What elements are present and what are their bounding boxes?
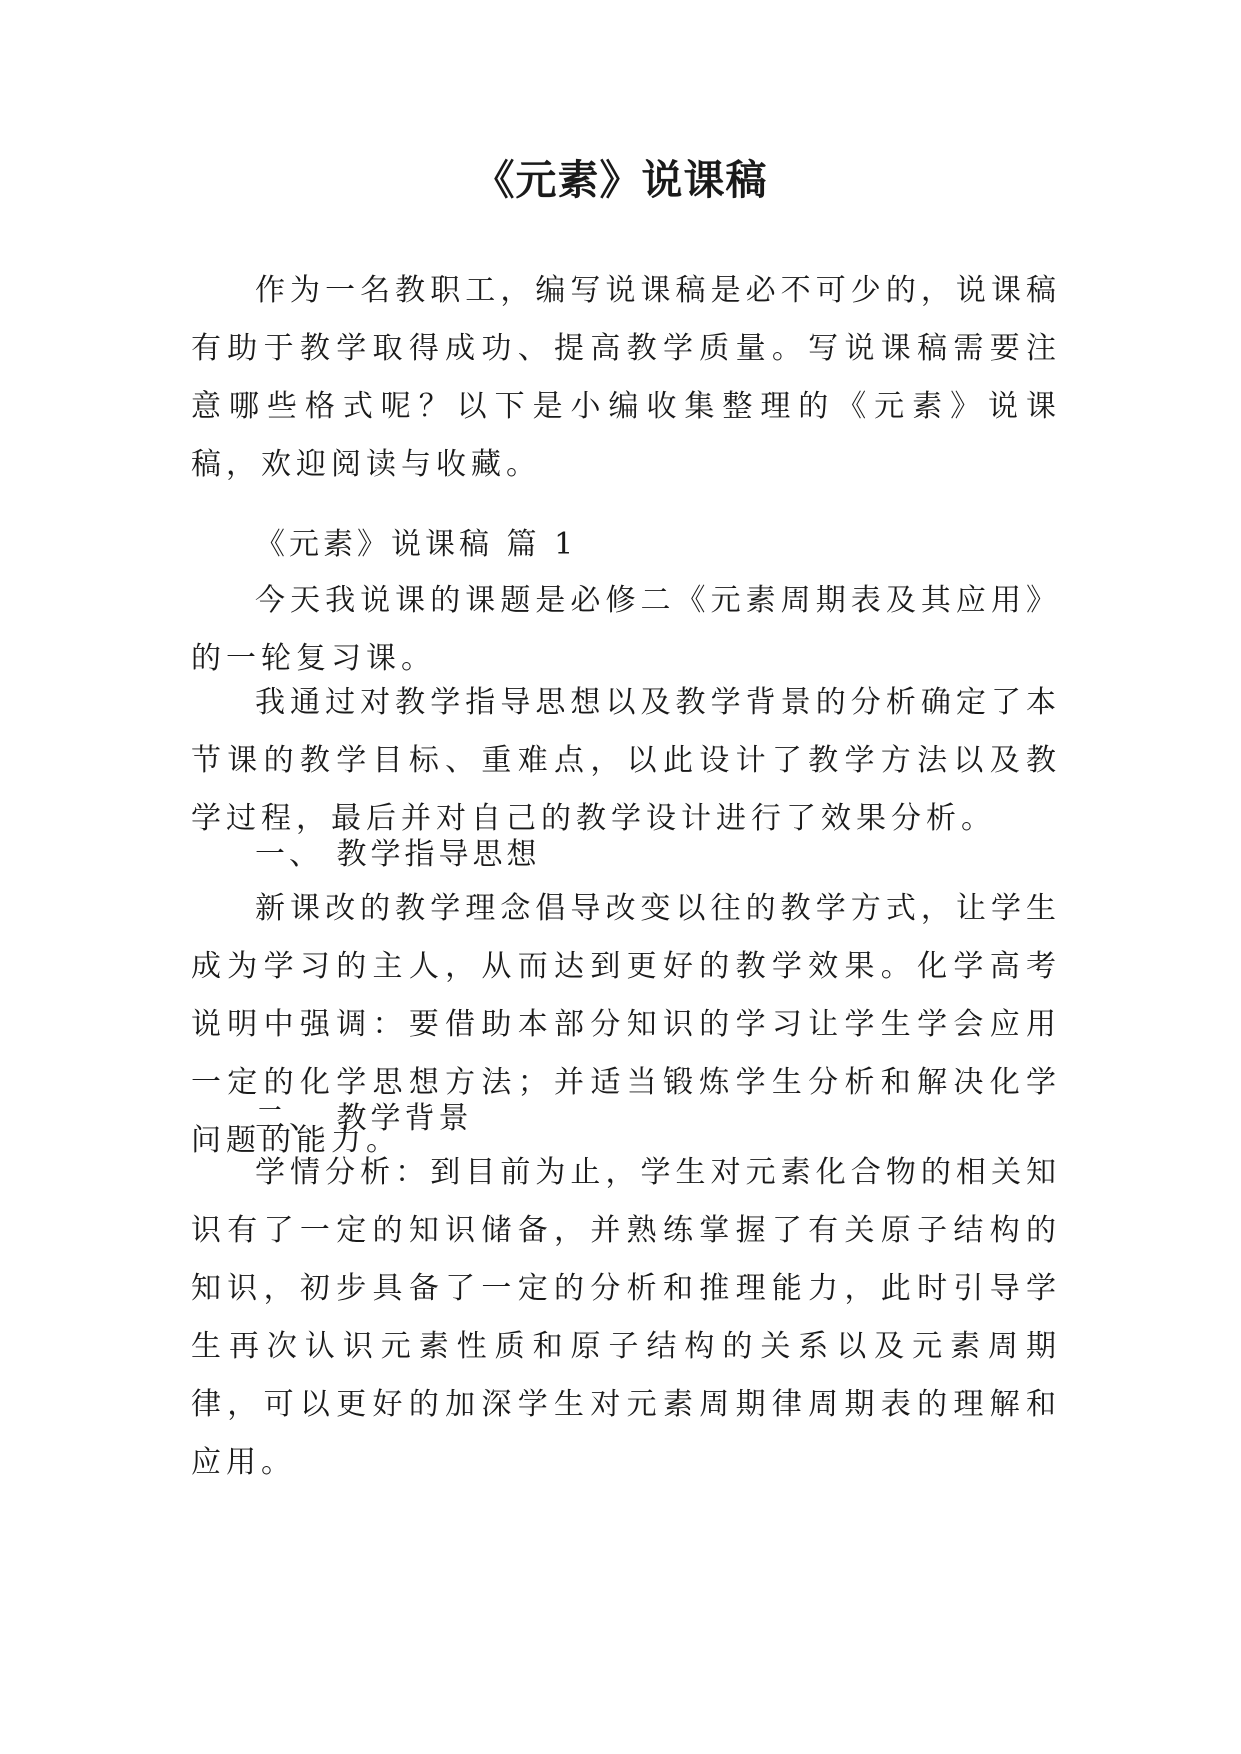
document-title: 《元素》说课稿 [473, 156, 768, 204]
paragraph-course-topic: 今天我说课的课题是必修二《元素周期表及其应用》的一轮复习课。 [191, 583, 1061, 676]
heading-teaching-philosophy: 一、 教学指导思想 [255, 837, 541, 872]
section-title: 《元素》说课稿 篇 1 [255, 527, 578, 562]
paragraph-student-analysis: 学情分析：到目前为止，学生对元素化合物的相关知识有了一定的知识储备，并熟练掌握了有关原子结构的知识，初步具备了一定的分析和推理能力，此时引导学生再次认识元素性质和原子结构的关系以及元素周期律，可以更好的加深学生对元素周期律周期表的理解和应用。 [191, 1155, 1061, 1480]
paragraph-overview: 我通过对教学指导思想以及教学背景的分析确定了本节课的教学目标、重难点，以此设计了教学方法以及教学过程，最后并对自己的教学设计进行了效果分析。 [191, 685, 1061, 836]
intro-paragraph: 作为一名教职工，编写说课稿是必不可少的，说课稿有助于教学取得成功、提高教学质量。写说课稿需要注意哪些格式呢？以下是小编收集整理的《元素》说课稿，欢迎阅读与收藏。 [191, 273, 1061, 482]
heading-teaching-background: 二、 教学背景 [255, 1101, 473, 1136]
paragraph-teaching-philosophy: 新课改的教学理念倡导改变以往的教学方式，让学生成为学习的主人，从而达到更好的教学效果。化学高考说明中强调：要借助本部分知识的学习让学生学会应用一定的化学思想方法；并适当锻炼学生分析和解决化学问题的能力。 [191, 891, 1061, 1158]
